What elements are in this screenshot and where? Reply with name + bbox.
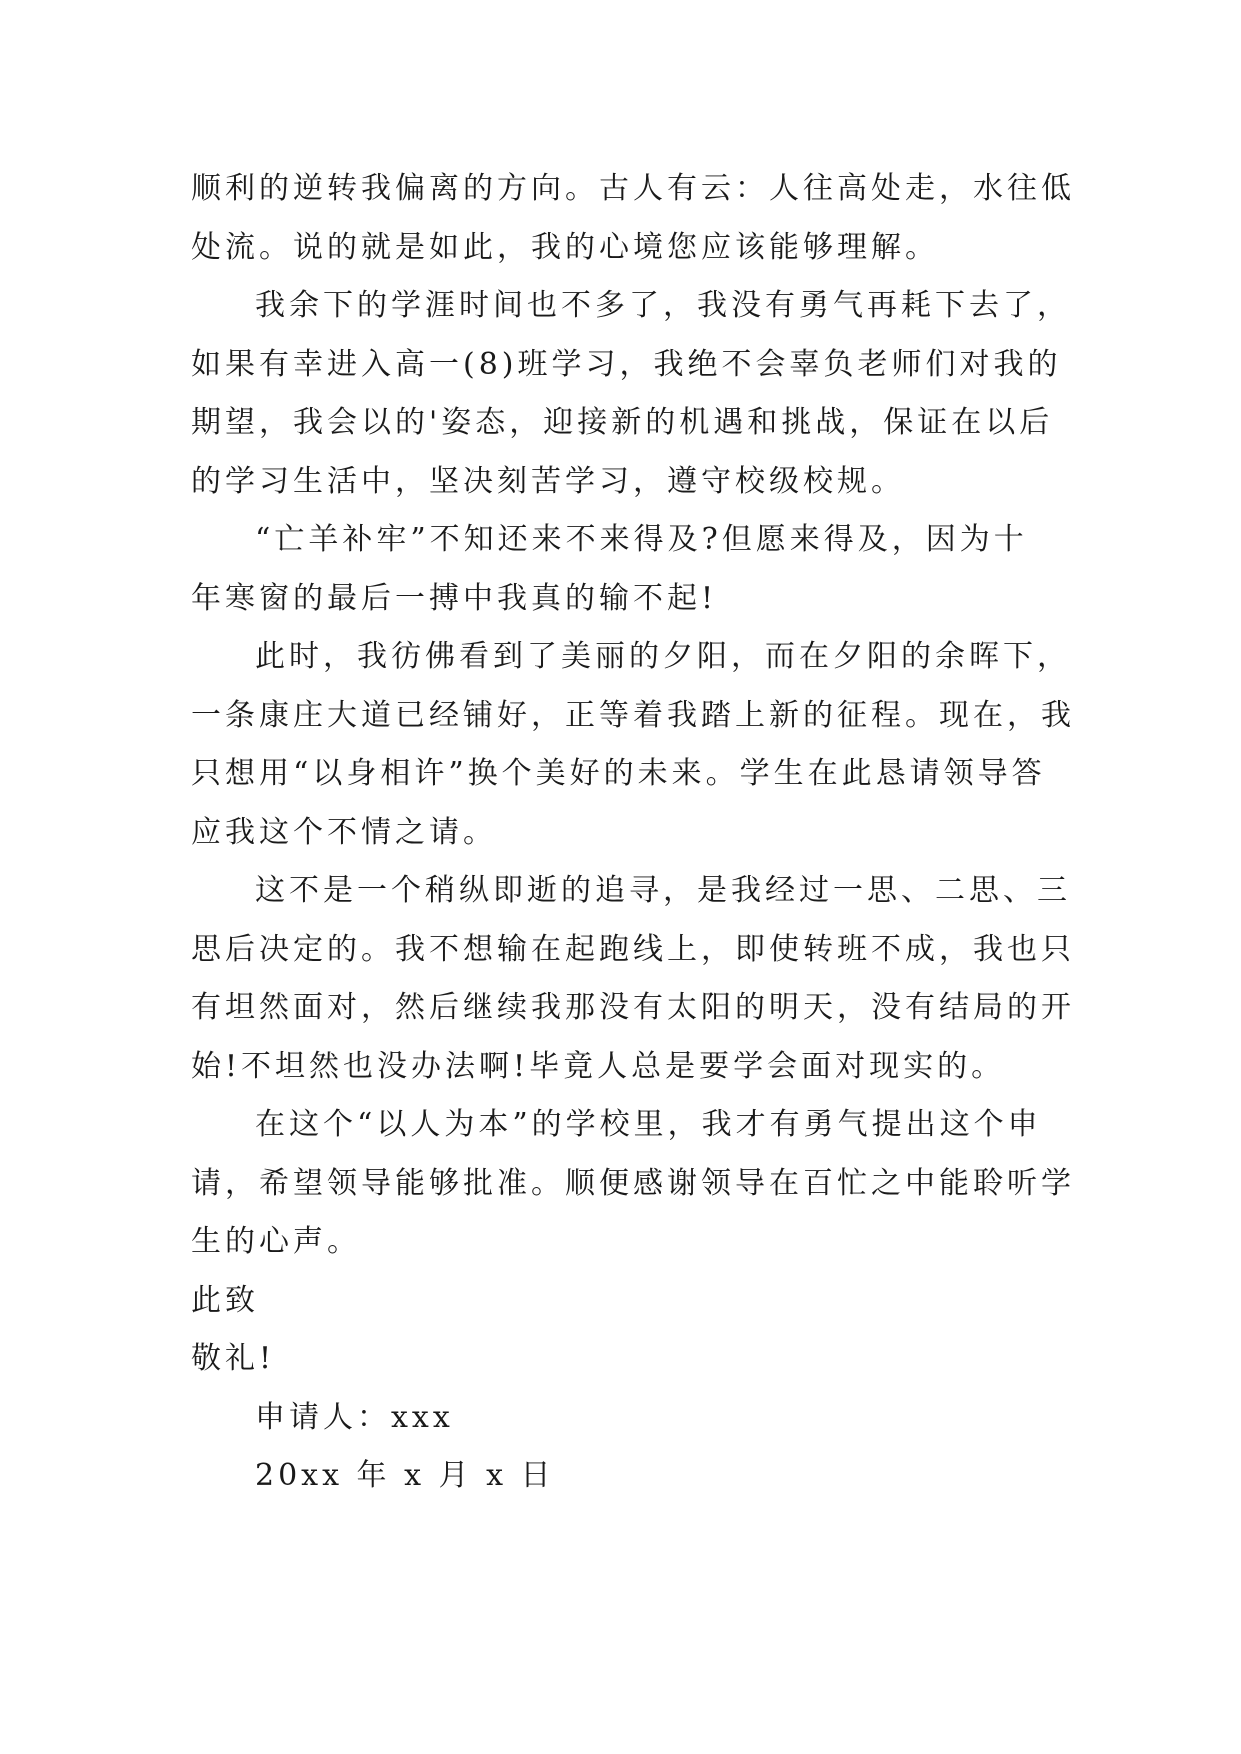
text-line: 有坦然面对，然后继续我那没有太阳的明天，没有结局的开 (191, 990, 1075, 1025)
closing-regards: 敬礼! (191, 1341, 276, 1376)
paragraph-start-line: “亡羊补牢”不知还来不来得及?但愿来得及，因为十 (255, 522, 1028, 557)
text-line: 思后决定的。我不想输在起跑线上，即使转班不成，我也只 (191, 931, 1075, 967)
letter-date: 20xx 年 x 月 x 日 (255, 1458, 555, 1493)
text-line: 的学习生活中，坚决刻苦学习，遵守校级校规。 (191, 463, 905, 499)
text-line: 年寒窗的最后一搏中我真的输不起! (191, 580, 718, 616)
text-line: 一条康庄大道已经铺好，正等着我踏上新的征程。现在，我 (191, 697, 1075, 733)
closing-salutation: 此致 (191, 1282, 259, 1318)
text-line: 处流。说的就是如此，我的心境您应该能够理解。 (191, 229, 939, 265)
text-line: 请，希望领导能够批准。顺便感谢领导在百忙之中能聆听学 (191, 1165, 1075, 1201)
text-line: 顺利的逆转我偏离的方向。古人有云：人往高处走，水往低 (191, 171, 1075, 206)
paragraph-start-line: 这不是一个稍纵即逝的追寻，是我经过一思、二思、三 (255, 873, 1071, 908)
letter-body (191, 160, 1075, 1506)
text-line: 应我这个不情之请。 (191, 814, 497, 850)
text-line: 生的心声。 (191, 1224, 361, 1259)
text-line: 始!不坦然也没办法啊!毕竟人总是要学会面对现实的。 (191, 1048, 1006, 1084)
paragraph-start-line: 我余下的学涯时间也不多了，我没有勇气再耗下去了， (255, 288, 1071, 323)
applicant-signature: 申请人：xxx (255, 1399, 454, 1435)
paragraph-start-line: 此时，我彷佛看到了美丽的夕阳，而在夕阳的余晖下， (255, 639, 1071, 674)
text-line: 只想用“以身相许”换个美好的未来。学生在此恳请领导答 (191, 756, 1046, 791)
paragraph-start-line: 在这个“以人为本”的学校里，我才有勇气提出这个申 (255, 1107, 1042, 1142)
text-line: 期望，我会以的'姿态，迎接新的机遇和挑战，保证在以后 (191, 405, 1054, 440)
text-line: 如果有幸进入高一(8)班学习，我绝不会辜负老师们对我的 (191, 346, 1062, 382)
